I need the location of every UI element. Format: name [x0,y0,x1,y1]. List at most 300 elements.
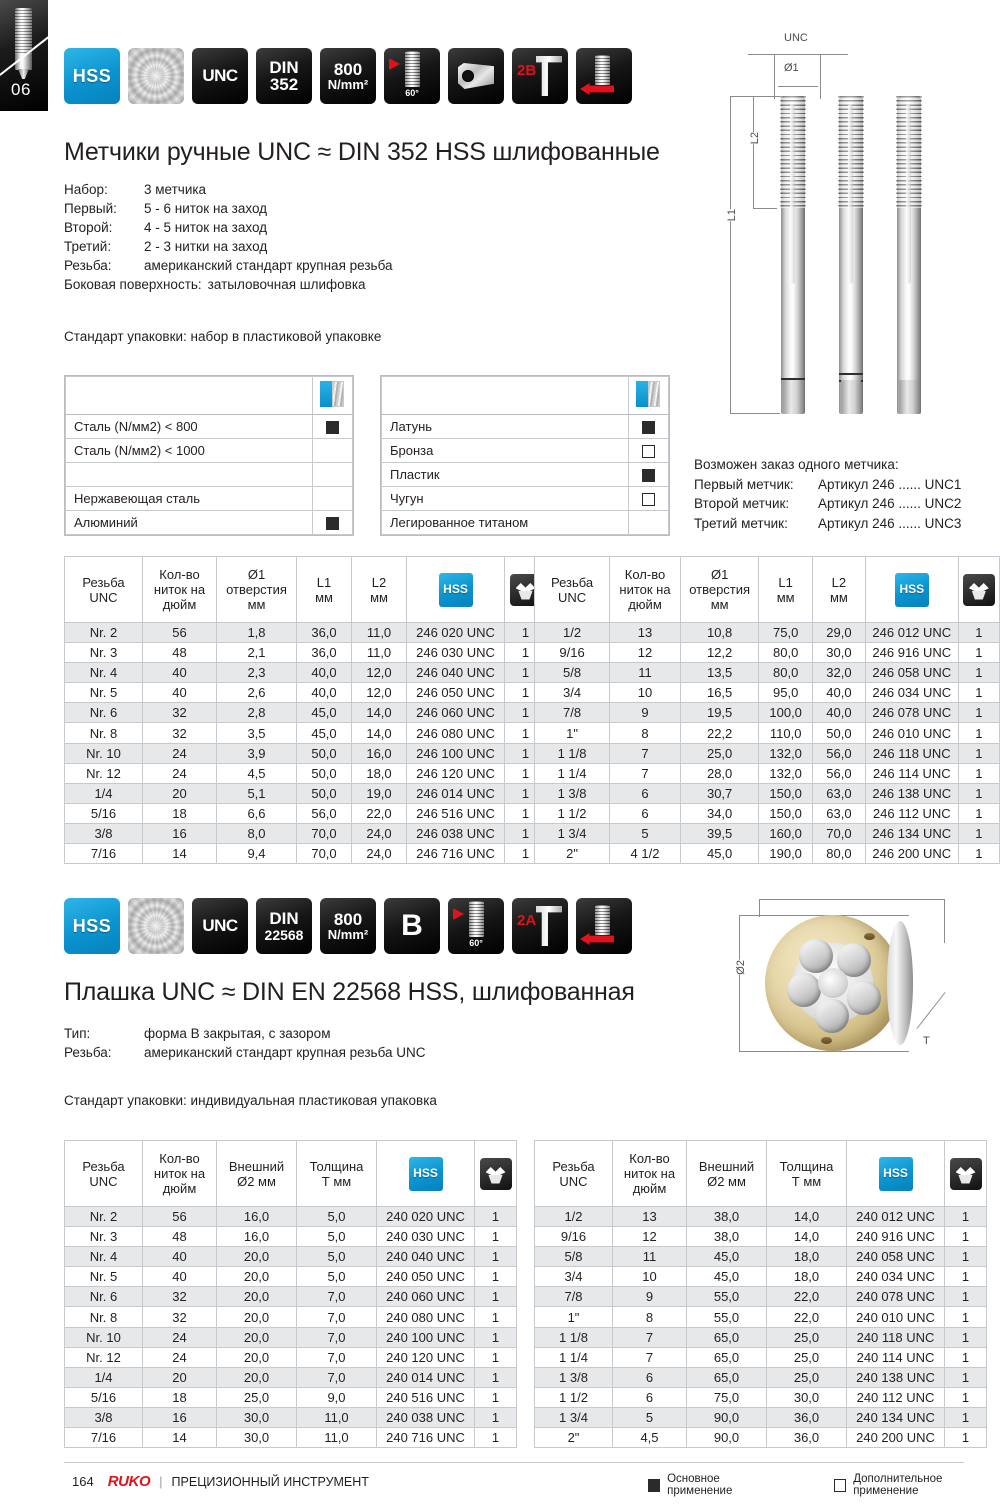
table-cell: 246 060 UNC [407,703,505,723]
table-cell: Nr. 2 [65,623,143,643]
tensile-strength-badge [320,48,376,104]
empty-square-icon [642,445,655,458]
table-row [535,844,1000,864]
table-cell: 6 [613,1367,687,1387]
table-row [65,723,547,743]
table-row [382,463,669,487]
tolerance-2b-badge [512,48,568,104]
table-cell: Nr. 8 [65,723,143,743]
table-row [382,415,669,439]
filled-square-icon [642,469,655,482]
table-cell: 240 114 UNC [847,1347,945,1367]
tap-tip-icon [18,69,29,79]
table-cell: 1 [958,844,999,864]
table-cell: 16,0 [217,1227,297,1247]
table-row [535,683,1000,703]
spec-key: Третий: [64,239,112,254]
table-cell: 246 916 UNC [865,643,958,663]
table-cell: 4 1/2 [610,844,681,864]
tap-square-drive [899,380,919,414]
table-cell: 240 112 UNC [847,1387,945,1407]
table-cell: 12 [613,1227,687,1247]
table-cell: 240 020 UNC [377,1207,475,1227]
table-cell: 7 [610,763,681,783]
table-cell: 9 [610,703,681,723]
table-row [535,643,1000,663]
table-row [535,1407,987,1427]
table-row [65,844,547,864]
table-cell: 1 [475,1367,517,1387]
material-head-icon-cell [629,377,669,415]
col-thread: Резьба UNC [535,1141,613,1207]
table-cell: 30,0 [217,1428,297,1448]
table-cell: 5,0 [297,1247,377,1267]
material-label: Чугун [382,487,629,511]
filled-square-icon [648,1479,660,1492]
thread-icon [595,905,610,935]
table-row [65,1307,517,1327]
table-cell: 6 [610,803,681,823]
taps-materials-left-table [64,375,354,536]
table-cell: 1 [505,623,547,643]
table-row [65,1428,517,1448]
table-cell: 40,0 [812,683,865,703]
table-cell: 132,0 [759,743,813,763]
table-cell: 240 040 UNC [377,1247,475,1267]
table-cell: Nr. 8 [65,1307,143,1327]
table-cell: 3/4 [535,683,610,703]
table-cell: 1 [958,823,999,843]
table-cell: 36,0 [297,623,352,643]
table-cell: 240 200 UNC [847,1428,945,1448]
table-cell: 1 [475,1307,517,1327]
die-lobe [815,999,849,1033]
table-cell: 22,0 [767,1307,847,1327]
table-cell: 1 [945,1347,987,1367]
table-cell: 1 [475,1387,517,1407]
spec-value: 2 - 3 нитки на заход [144,239,268,254]
table-cell: 24 [143,1347,217,1367]
col-l1: L1 мм [759,557,813,623]
table-cell: 1,8 [217,623,297,643]
table-cell: 22,0 [352,803,407,823]
col-threads-per-inch: Кол-во ниток на дюйм [143,1141,217,1207]
table-cell: 7 [610,743,681,763]
tolerance-2a-label: 2A [517,912,537,929]
die-rim [887,921,913,1045]
table-cell: 16,5 [680,683,759,703]
material-label: Легированное титаном [382,511,629,535]
table-cell: 24,0 [352,823,407,843]
table-cell: 38,0 [687,1227,767,1247]
table-cell: 20 [143,783,217,803]
ext-line [820,54,821,99]
table-cell: 5 [610,823,681,843]
table-row [535,1247,987,1267]
table-cell: 1 [945,1407,987,1427]
spec-row [64,275,393,294]
spec-key: Второй: [64,220,113,235]
material-head-blank [66,377,313,415]
legend-primary [648,1473,780,1497]
die-table-right [534,1140,987,1448]
table-cell: 246 030 UNC [407,643,505,663]
table-row [65,623,547,643]
table-cell: 5,0 [297,1207,377,1227]
dim-line-l2 [753,96,754,208]
table-cell: 1 [475,1428,517,1448]
dim-label-l1: L1 [726,209,738,222]
table-cell: 1 [945,1227,987,1247]
table-cell: 2,3 [217,663,297,683]
table-cell: 240 134 UNC [847,1407,945,1427]
table-cell: 150,0 [759,803,813,823]
table-cell: 56 [143,623,217,643]
table-cell: 38,0 [687,1207,767,1227]
table-cell: 5/16 [65,1387,143,1407]
die-badge-row [64,898,632,954]
table-cell: 9 [613,1287,687,1307]
die-right-body [535,1207,987,1448]
table-cell: 18,0 [767,1267,847,1287]
hex-workpiece-badge [448,48,504,104]
table-cell: 246 716 UNC [407,844,505,864]
table-cell: 24,0 [352,844,407,864]
tap-square-drive [783,380,803,414]
table-cell: 4,5 [613,1428,687,1448]
legend-secondary [834,1473,1000,1497]
table-cell: 1 [475,1247,517,1267]
table-cell: 240 100 UNC [377,1327,475,1347]
material-mark [313,511,353,535]
col-thread: Резьба UNC [535,557,610,623]
table-cell: 56,0 [297,803,352,823]
table-cell: 1/4 [65,783,143,803]
table-cell: 1 3/8 [535,783,610,803]
table-cell: 65,0 [687,1327,767,1347]
tap-square-drive [841,380,861,414]
dim-label-d2: Ø2 [735,960,747,975]
table-cell: 190,0 [759,844,813,864]
col-packaging-qty [945,1141,987,1207]
material-mark [313,487,353,511]
taps-materials-right-table [380,375,670,536]
legend-primary-label: Основное применение [667,1473,733,1497]
tap-flute [906,104,911,284]
col-threads-per-inch: Кол-во ниток на дюйм [143,557,217,623]
table-row [535,1428,987,1448]
form-b-badge [384,898,440,954]
table-cell: 240 516 UNC [377,1387,475,1407]
table-cell: 7,0 [297,1307,377,1327]
table-cell: 240 716 UNC [377,1428,475,1448]
table-cell: 7/8 [535,703,610,723]
die-technical-drawing [725,895,995,1070]
table-row [382,439,669,463]
table-cell: 70,0 [812,823,865,843]
ext-line [759,899,760,917]
table-cell: 1 [505,683,547,703]
taps-spec-list [64,180,393,294]
material-label: Латунь [382,415,629,439]
order-note-line [694,494,961,514]
table-cell: 240 034 UNC [847,1267,945,1287]
steel-surface-badge [128,48,184,104]
table-cell: 30,0 [812,643,865,663]
table-cell: 5 [613,1407,687,1427]
table-cell: 36,0 [767,1407,847,1427]
table-cell: 240 012 UNC [847,1207,945,1227]
table-cell: 240 078 UNC [847,1287,945,1307]
material-label: Алюминий [66,511,313,535]
table-row [65,643,547,663]
material-mark [313,463,353,487]
table-cell: 240 014 UNC [377,1367,475,1387]
table-cell: 48 [143,643,217,663]
table-cell: 50,0 [297,743,352,763]
table-cell: 40 [143,663,217,683]
table-cell: 40 [143,683,217,703]
table-header-row [535,1141,987,1207]
table-cell: 75,0 [687,1387,767,1407]
material-head-icon-cell [313,377,353,415]
table-cell: 24 [143,743,217,763]
hss-badge-icon: HSS [439,573,473,607]
table-cell: 24 [143,1327,217,1347]
table-cell: 63,0 [812,803,865,823]
table-row [535,1287,987,1307]
dim-label-t: T [923,1035,930,1047]
table-cell: 5,0 [297,1267,377,1287]
col-thread: Резьба UNC [65,1141,143,1207]
die-spec-list [64,1024,426,1062]
table-row [66,487,353,511]
table-row [65,703,547,723]
cone-icon [389,58,400,70]
table-cell: 2,1 [217,643,297,663]
table-cell: 1 [958,683,999,703]
table-cell: 50,0 [812,723,865,743]
table-cell: 9/16 [535,1227,613,1247]
table-row [65,803,547,823]
table-row [65,823,547,843]
order-note-key: Первый метчик: [694,476,794,492]
thread-icon [405,51,420,87]
table-cell: 2,6 [217,683,297,703]
table-cell: 246 040 UNC [407,663,505,683]
table-cell: 12,0 [352,683,407,703]
table-cell: Nr. 4 [65,663,143,683]
table-cell: 28,0 [680,763,759,783]
table-cell: 63,0 [812,783,865,803]
table-cell: 3,5 [217,723,297,743]
table-cell: 240 010 UNC [847,1307,945,1327]
spec-row [64,237,393,256]
table-cell: 20,0 [217,1247,297,1267]
material-label: Сталь (N/мм2) < 1000 [66,439,313,463]
table-cell: 18,0 [352,763,407,783]
material-mark [629,463,669,487]
spec-key: Набор: [64,182,108,197]
table-cell: 80,0 [759,663,813,683]
spec-key: Тип: [64,1026,91,1041]
col-l1: L1 мм [297,557,352,623]
table-row [66,439,353,463]
table-cell: 2,8 [217,703,297,723]
tap-technical-drawing [720,34,992,424]
order-note-value: Артикул 246 ...... UNC3 [818,515,962,531]
taps-right-body [535,623,1000,864]
col-thickness: Толщина Т мм [297,1141,377,1207]
table-row [65,1387,517,1407]
table-cell: 25,0 [767,1347,847,1367]
tensile-unit: N/mm² [327,927,369,943]
table-row [535,783,1000,803]
order-note-value: Артикул 246 ...... UNC1 [818,476,962,492]
table-row [535,1327,987,1347]
table-cell: 246 080 UNC [407,723,505,743]
order-note-line [694,514,961,534]
table-cell: 1 [958,723,999,743]
table-cell: 1 [958,643,999,663]
table-cell: 10 [613,1267,687,1287]
table-cell: 14,0 [767,1227,847,1247]
table-cell: Nr. 4 [65,1247,143,1267]
unc-badge-label: UNC [202,916,238,935]
table-cell: 20 [143,1367,217,1387]
table-cell: 32 [143,703,217,723]
table-cell: 14,0 [767,1207,847,1227]
table-cell: Nr. 12 [65,1347,143,1367]
table-cell: 1 3/4 [535,823,610,843]
thread-angle-label: 60° [469,938,483,948]
col-article-hss [407,557,505,623]
table-cell: 56,0 [812,763,865,783]
table-cell: 4,5 [217,763,297,783]
table-cell: 6 [613,1387,687,1407]
table-cell: 30,7 [680,783,759,803]
dim-label-unc: UNC [784,32,808,44]
hexagon-icon [458,63,494,89]
table-cell: 12 [610,643,681,663]
col-outer-diameter: Внешний Ø2 мм [687,1141,767,1207]
box-icon [950,1158,982,1190]
table-cell: Nr. 3 [65,1227,143,1247]
spec-row [64,199,393,218]
tap-first [772,96,814,414]
table-cell: 5/8 [535,1247,613,1267]
table-cell: 246 114 UNC [865,763,958,783]
table-cell: 55,0 [687,1287,767,1307]
table-cell: 5,0 [297,1227,377,1247]
hss-badge-icon: HSS [409,1157,443,1191]
din-352-line1: DIN [269,57,299,77]
thread-icon [595,55,610,85]
table-cell: 14 [143,1428,217,1448]
table-row [382,511,669,535]
table-cell: 1 [505,723,547,743]
bore-hole-icon [462,70,474,82]
col-threads-per-inch: Кол-во ниток на дюйм [613,1141,687,1207]
table-cell: 7,0 [297,1327,377,1347]
table-cell: 1 1/2 [535,803,610,823]
table-cell: 246 010 UNC [865,723,958,743]
table-cell: Nr. 6 [65,1287,143,1307]
table-cell: 246 020 UNC [407,623,505,643]
unc-badge [192,898,248,954]
col-hole-diameter: Ø1 отверстия мм [217,557,297,623]
table-cell: 6 [610,783,681,803]
tensile-unit: N/mm² [327,77,369,93]
table-cell: 1 3/8 [535,1367,613,1387]
table-cell: 70,0 [297,823,352,843]
ext-line [759,899,945,900]
table-cell: 65,0 [687,1347,767,1367]
col-l2: L2 мм [812,557,865,623]
steel-surface-badge [128,898,184,954]
table-row [535,823,1000,843]
unc-badge-label: UNC [202,66,238,85]
col-article-hss [865,557,958,623]
thread-angle-60-badge [448,898,504,954]
table-cell: 1 [945,1428,987,1448]
table-cell: 7/16 [65,1428,143,1448]
material-mark [629,487,669,511]
col-packaging-qty [958,557,999,623]
hss-badge [64,48,120,104]
table-cell: 1/4 [65,1367,143,1387]
table-cell: 1 [958,663,999,683]
table-cell: 1 1/4 [535,763,610,783]
spec-row [64,180,393,199]
footer-tagline: ПРЕЦИЗИОННЫЙ ИНСТРУМЕНТ [171,1474,369,1489]
table-row [65,683,547,703]
table-cell: 240 038 UNC [377,1407,475,1427]
table-cell: 32 [143,1287,217,1307]
thread-angle-label: 60° [405,88,419,98]
table-row [65,1347,517,1367]
table-cell: 13,5 [680,663,759,683]
table-cell: 1 [505,763,547,783]
table-cell: Nr. 2 [65,1207,143,1227]
table-cell: 246 078 UNC [865,703,958,723]
table-row [65,1227,517,1247]
table-cell: 246 050 UNC [407,683,505,703]
table-cell: 40 [143,1247,217,1267]
table-cell: 36,0 [767,1428,847,1448]
table-cell: 11,0 [352,643,407,663]
table-row [535,663,1000,683]
table-row [66,415,353,439]
table-header-row [535,557,1000,623]
legend-secondary-label: Дополнительное применение [853,1473,943,1497]
table-cell: 90,0 [687,1428,767,1448]
table-cell: 11,0 [297,1428,377,1448]
table-cell: 45,0 [687,1247,767,1267]
table-cell: 240 060 UNC [377,1287,475,1307]
table-cell: 6,6 [217,803,297,823]
table-cell: 1 1/2 [535,1387,613,1407]
table-cell: 246 118 UNC [865,743,958,763]
din-352-badge [256,48,312,104]
table-cell: 18 [143,1387,217,1407]
spec-key: Резьба: [64,1045,112,1060]
die-lobe [847,981,881,1015]
table-cell: 1 [945,1247,987,1267]
table-cell: 14 [143,844,217,864]
table-cell: 246 034 UNC [865,683,958,703]
table-cell: 45,0 [687,1267,767,1287]
